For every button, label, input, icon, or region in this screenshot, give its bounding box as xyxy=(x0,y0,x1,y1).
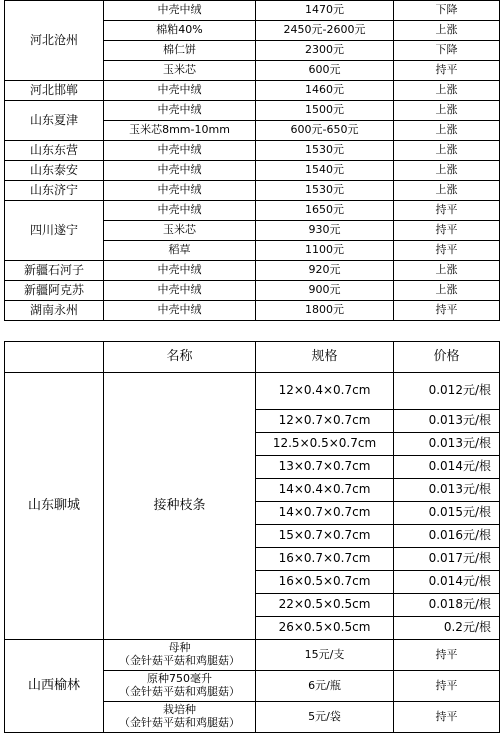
table-row xyxy=(5,1,500,21)
price-cell: 5元/袋 xyxy=(256,702,394,733)
trend-cell: 持平 xyxy=(394,301,500,321)
location-cell: 山东泰安 xyxy=(5,161,104,181)
spec-cell: 26×0.5×0.5cm xyxy=(256,617,394,640)
spec-cell: 12×0.7×0.7cm xyxy=(256,410,394,433)
price-cell: 0.017元/根 xyxy=(394,548,500,571)
market-price-table xyxy=(4,0,500,321)
price-cell: 1800元 xyxy=(256,301,394,321)
price-cell: 0.014元/根 xyxy=(394,571,500,594)
header-blank xyxy=(5,342,104,373)
table-row xyxy=(5,281,500,301)
product-variety-line: （金针菇平菇和鸡腿菇） xyxy=(119,716,240,729)
price-cell: 1650元 xyxy=(256,201,394,221)
trend-cell: 持平 xyxy=(394,221,500,241)
table-row xyxy=(5,640,500,671)
trend-cell: 上涨 xyxy=(394,121,500,141)
table-row xyxy=(5,373,500,410)
product-cell xyxy=(104,640,256,671)
location-cell: 山西榆林 xyxy=(5,640,104,733)
trend-cell: 持平 xyxy=(394,201,500,221)
table-row xyxy=(5,261,500,281)
trend-cell: 上涨 xyxy=(394,81,500,101)
trend-cell: 持平 xyxy=(394,241,500,261)
product-cell: 接种枝条 xyxy=(104,373,256,640)
seedling-price-table xyxy=(4,341,500,733)
trend-cell: 上涨 xyxy=(394,141,500,161)
product-cell xyxy=(104,671,256,702)
price-cell: 1460元 xyxy=(256,81,394,101)
price-cell: 1100元 xyxy=(256,241,394,261)
product-cell: 中壳中绒 xyxy=(104,181,256,201)
product-cell xyxy=(104,702,256,733)
spec-cell: 12×0.4×0.7cm xyxy=(256,373,394,410)
header-spec: 规格 xyxy=(256,342,394,373)
spec-cell: 16×0.5×0.7cm xyxy=(256,571,394,594)
product-cell: 中壳中绒 xyxy=(104,141,256,161)
header-price: 价格 xyxy=(394,342,500,373)
location-cell: 河北邯郸 xyxy=(5,81,104,101)
table-row xyxy=(5,161,500,181)
price-cell: 1540元 xyxy=(256,161,394,181)
table-row xyxy=(5,201,500,221)
price-cell: 1500元 xyxy=(256,101,394,121)
trend-cell: 下降 xyxy=(394,1,500,21)
table-row xyxy=(5,81,500,101)
location-cell: 新疆石河子 xyxy=(5,261,104,281)
price-cell: 900元 xyxy=(256,281,394,301)
price-cell: 6元/瓶 xyxy=(256,671,394,702)
price-cell: 0.013元/根 xyxy=(394,479,500,502)
product-variety-line: （金针菇平菇和鸡腿菇） xyxy=(119,654,240,667)
price-cell: 0.013元/根 xyxy=(394,410,500,433)
table-row xyxy=(5,141,500,161)
location-cell: 山东济宁 xyxy=(5,181,104,201)
product-cell: 中壳中绒 xyxy=(104,161,256,181)
product-cell: 玉米芯 xyxy=(104,221,256,241)
trend-cell: 持平 xyxy=(394,61,500,81)
table-row xyxy=(5,101,500,121)
price-cell: 0.016元/根 xyxy=(394,525,500,548)
product-cell: 中壳中绒 xyxy=(104,301,256,321)
spec-cell: 14×0.4×0.7cm xyxy=(256,479,394,502)
price-cell: 2300元 xyxy=(256,41,394,61)
spec-cell: 16×0.7×0.7cm xyxy=(256,548,394,571)
header-name: 名称 xyxy=(104,342,256,373)
price-cell: 600元 xyxy=(256,61,394,81)
spec-cell: 14×0.7×0.7cm xyxy=(256,502,394,525)
product-name-line: 原种750毫升 xyxy=(147,672,212,686)
location-cell: 新疆阿克苏 xyxy=(5,281,104,301)
location-cell: 山东聊城 xyxy=(5,373,104,640)
price-cell: 0.018元/根 xyxy=(394,594,500,617)
trend-cell: 上涨 xyxy=(394,181,500,201)
spec-cell: 13×0.7×0.7cm xyxy=(256,456,394,479)
location-cell: 山东夏津 xyxy=(5,101,104,141)
trend-cell: 上涨 xyxy=(394,161,500,181)
price-cell: 0.015元/根 xyxy=(394,502,500,525)
price-cell: 1530元 xyxy=(256,141,394,161)
location-cell: 四川遂宁 xyxy=(5,201,104,261)
trend-cell: 上涨 xyxy=(394,21,500,41)
spec-cell: 15×0.7×0.7cm xyxy=(256,525,394,548)
product-name-line: 母种 xyxy=(168,641,191,655)
trend-cell: 上涨 xyxy=(394,281,500,301)
price-cell: 600元-650元 xyxy=(256,121,394,141)
price-cell: 0.014元/根 xyxy=(394,456,500,479)
price-cell: 2450元-2600元 xyxy=(256,21,394,41)
product-variety-line: （金针菇平菇和鸡腿菇） xyxy=(119,685,240,698)
price-cell: 0.2元/根 xyxy=(394,617,500,640)
price-cell: 1470元 xyxy=(256,1,394,21)
trend-cell: 上涨 xyxy=(394,261,500,281)
product-name-line: 栽培种 xyxy=(163,703,196,717)
spec-cell: 12.5×0.5×0.7cm xyxy=(256,433,394,456)
product-cell: 玉米芯8mm-10mm xyxy=(104,121,256,141)
trend-cell: 下降 xyxy=(394,41,500,61)
product-cell: 中壳中绒 xyxy=(104,261,256,281)
trend-cell: 持平 xyxy=(394,640,500,671)
spec-cell: 22×0.5×0.5cm xyxy=(256,594,394,617)
product-cell: 玉米芯 xyxy=(104,61,256,81)
trend-cell: 上涨 xyxy=(394,101,500,121)
product-cell: 中壳中绒 xyxy=(104,1,256,21)
product-cell: 棉仁饼 xyxy=(104,41,256,61)
product-cell: 中壳中绒 xyxy=(104,81,256,101)
table-row xyxy=(5,301,500,321)
header-row xyxy=(5,342,500,373)
product-cell: 中壳中绒 xyxy=(104,101,256,121)
price-cell: 15元/支 xyxy=(256,640,394,671)
location-cell: 山东东营 xyxy=(5,141,104,161)
product-cell: 稻草 xyxy=(104,241,256,261)
trend-cell: 持平 xyxy=(394,671,500,702)
product-cell: 棉粕40% xyxy=(104,21,256,41)
price-cell: 0.013元/根 xyxy=(394,433,500,456)
location-cell: 湖南永州 xyxy=(5,301,104,321)
product-cell: 中壳中绒 xyxy=(104,281,256,301)
price-cell: 930元 xyxy=(256,221,394,241)
price-cell: 920元 xyxy=(256,261,394,281)
location-cell: 河北沧州 xyxy=(5,1,104,81)
product-cell: 中壳中绒 xyxy=(104,201,256,221)
price-cell: 0.012元/根 xyxy=(394,373,500,410)
table-row xyxy=(5,181,500,201)
trend-cell: 持平 xyxy=(394,702,500,733)
price-cell: 1530元 xyxy=(256,181,394,201)
